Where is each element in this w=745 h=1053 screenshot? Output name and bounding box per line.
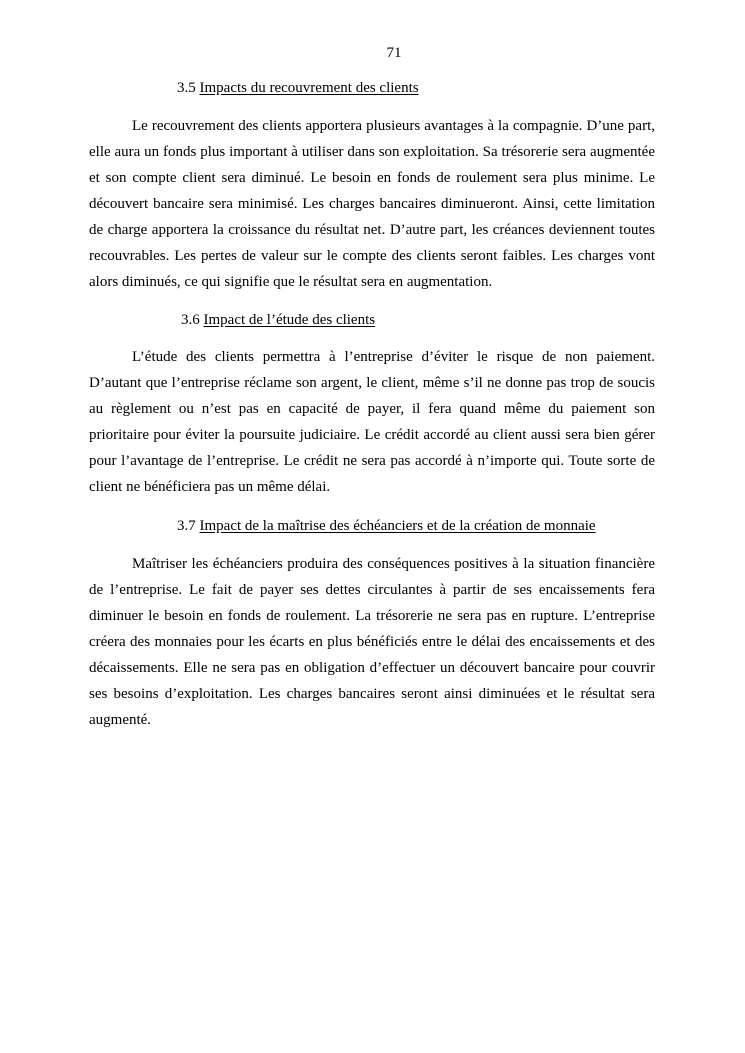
section-heading-3-5 — [177, 79, 419, 97]
section-title: Impact de l’étude des clients — [203, 312, 376, 328]
section-heading-3-7 — [177, 517, 596, 535]
section-heading-3-6 — [181, 311, 375, 329]
section-paragraph-3-6: L’étude des clients permettra à l’entreprise d’éviter le risque de non paiement. D’autant que l’entreprise réclame son argent, le client, même s’il ne donne pas trop de soucis au règlement ou n’est pas en capacité de payer, il fera quand même du paiement son prioritaire pour éviter la poursuite judiciaire. Le crédit accordé au client aussi sera bien gérer pour l’avantage de l’entreprise. Le crédit ne sera pas accordé à n’importe qui. Toute sorte de client ne bénéficiera pas un même délai. — [89, 349, 655, 495]
section-title: Impact de la maîtrise des échéanciers et de la création de monnaie — [199, 518, 596, 534]
section-number: 3.7 — [177, 518, 196, 534]
section-title: Impacts du recouvrement des clients — [199, 80, 419, 96]
section-paragraph-3-5: Le recouvrement des clients apportera plusieurs avantages à la compagnie. D’une part, elle aura un fonds plus important à utiliser dans son exploitation. Sa trésorerie sera augmentée et son compte client sera diminué. Le besoin en fonds de roulement sera plus minime. Le découvert bancaire sera minimisé. Les charges bancaires diminueront. Ainsi, cette limitation de charge apportera la croissance du résultat net. D’autre part, les créances deviennent toutes recouvrables. Les pertes de valeur sur le compte des clients seront faibles. Les charges vont alors diminués, ce qui signifie que le résultat sera en augmentation. — [89, 118, 655, 290]
section-number: 3.6 — [181, 312, 200, 328]
section-number: 3.5 — [177, 80, 196, 96]
page-number: 71 — [386, 45, 402, 61]
section-paragraph-3-7: Maîtriser les échéanciers produira des conséquences positives à la situation financière de l’entreprise. Le fait de payer ses dettes circulantes à partir de ses encaissements fera diminuer le besoin en fonds de roulement. La trésorerie ne sera pas en rupture. L’entreprise créera des monnaies pour les écarts en plus bénéficiés entre le délai des encaissements et des décaissements. Elle ne sera pas en obligation d’effectuer un découvert bancaire pour couvrir ses besoins d’exploitation. Les charges bancaires seront ainsi diminuées et le résultat sera augmenté. — [89, 556, 655, 728]
